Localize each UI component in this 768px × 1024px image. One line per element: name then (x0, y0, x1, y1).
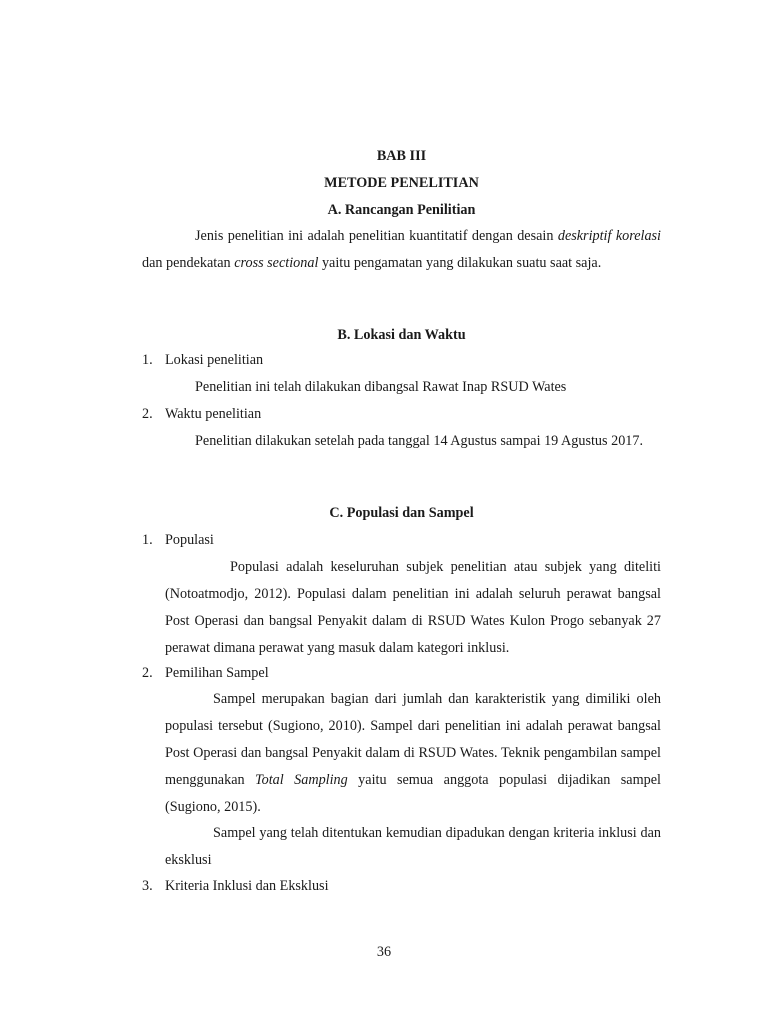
section-c-item-1-text (165, 554, 661, 662)
section-b-heading: B. Lokasi dan Waktu (337, 327, 466, 343)
section-c-item-2-body-1: Sampel merupakan bagian dari jumlah dan karakteristik yang dimiliki oleh populasi tersebut (Sugiono, 2010). Sampel dari penelitian ini adalah perawat bangsal Post Operasi dan bangsal Penyakit dalam di RSUD Wates. Teknik pengambilan sampel menggunakan (165, 691, 661, 788)
list-label: Lokasi penelitian (165, 352, 264, 368)
section-c-item-2-text-2 (165, 820, 661, 874)
section-b-item-1-text (142, 374, 661, 401)
list-number: 1. (142, 352, 153, 368)
list-label: Populasi (165, 532, 214, 548)
list-number: 2. (142, 665, 153, 681)
section-b-item-2 (142, 401, 661, 428)
page-number: 36 (376, 944, 392, 960)
section-b-item-2-body: Penelitian dilakukan setelah pada tanggal 14 Agustus sampai 19 Agustus 2017. (195, 433, 644, 449)
section-c-item-2 (142, 660, 661, 687)
section-c-item-1 (142, 527, 661, 554)
list-number: 1. (142, 532, 153, 548)
section-c-item-1-body: Populasi adalah keseluruhan subjek penelitian atau subjek yang diteliti (Notoatmodjo, 2012). Populasi dalam penelitian ini adalah seluruh perawat bangsal Post Operasi dan bangsal Penyakit dalam di RSUD Wates Kulon Progo sebanyak 27 perawat dimana perawat yang masuk dalam kategori inklusi. (165, 559, 661, 656)
list-label: Waktu penelitian (165, 406, 262, 422)
section-a-text-2: dan pendekatan (142, 255, 235, 271)
section-a-paragraph (142, 223, 661, 277)
list-number: 3. (142, 878, 153, 894)
chapter-number: BAB III (376, 148, 427, 164)
section-a-text-1: Jenis penelitian ini adalah penelitian kuantitatif dengan desain (195, 228, 558, 244)
chapter-title: METODE PENELITIAN (324, 175, 479, 191)
section-c-item-2-body-2: yaitu semua anggota populasi dijadikan sampel (Sugiono, 2015). (165, 772, 661, 815)
section-a-heading: A. Rancangan Penilitian (327, 202, 476, 218)
section-b-item-2-text (142, 428, 661, 455)
section-b-item-1 (142, 347, 661, 374)
section-c-item-2-body-3: Sampel yang telah ditentukan kemudian dipadukan dengan kriteria inklusi dan eksklusi (165, 825, 661, 868)
section-c-item-3 (142, 873, 661, 900)
section-b-item-1-body: Penelitian ini telah dilakukan dibangsal Rawat Inap RSUD Wates (195, 379, 567, 395)
section-c-heading: C. Populasi dan Sampel (329, 505, 474, 521)
list-label: Kriteria Inklusi dan Eksklusi (165, 878, 329, 894)
section-a-text-3: yaitu pengamatan yang dilakukan suatu saat saja. (318, 255, 602, 271)
section-a-italic-1: deskriptif korelasi (557, 228, 661, 244)
section-c-item-2-text (165, 686, 661, 821)
list-label: Pemilihan Sampel (165, 665, 269, 681)
section-a-italic-2: cross sectional (234, 255, 319, 271)
section-c-item-2-italic: Total Sampling (255, 772, 348, 788)
list-number: 2. (142, 406, 153, 422)
